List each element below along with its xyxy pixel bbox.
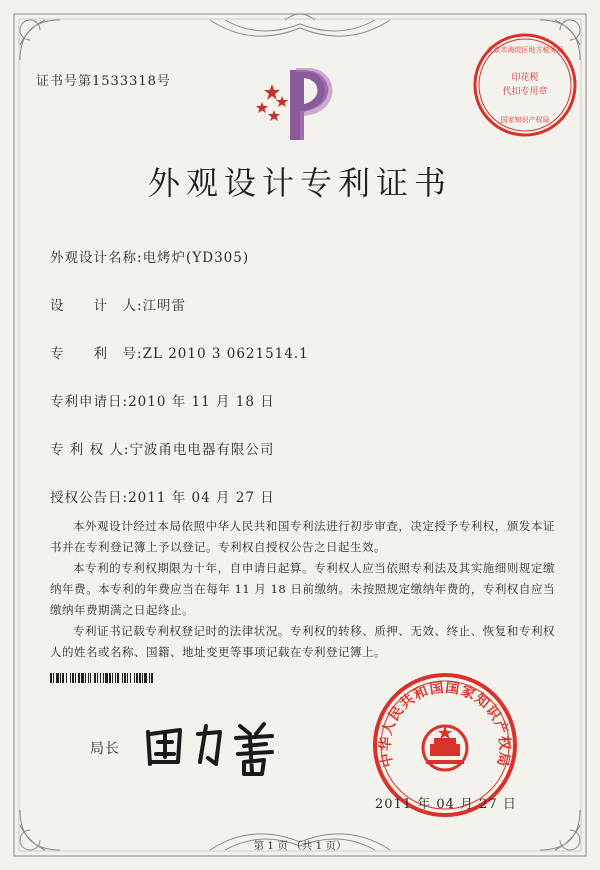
barcode-bar (115, 673, 116, 683)
barcode-bar (56, 673, 59, 683)
patent-number-label: 专 利 号: (50, 346, 143, 362)
grant-date-value: 2011 年 04 月 27 日 (128, 490, 275, 506)
certificate-number: 证书号第1533318号 (36, 74, 171, 89)
barcode-bar (105, 673, 108, 683)
barcode (50, 673, 240, 683)
body-paragraph-2: 本专利的专利权期限为十年，自申请日起算。专利权人应当依照专利法及其实施细则规定缴纳年费。本专利的年费应当在每年 11 月 18 日前缴纳。未按照规定缴纳年费的，专利权自应当缴纳年费期满之日起终止。 (50, 561, 555, 617)
barcode-bar (151, 673, 153, 683)
patentee-value: 宁波甬电电器有限公司 (129, 442, 275, 458)
filing-date-row (50, 390, 275, 410)
barcode-bar (94, 673, 96, 683)
barcode-bar (70, 673, 71, 683)
patent-number-row (50, 342, 309, 362)
barcode-bar (149, 673, 150, 683)
grant-date-row (50, 486, 275, 506)
patent-office-emblem-icon (252, 62, 347, 142)
barcode-bar (90, 673, 91, 683)
design-name-label: 外观设计名称: (50, 250, 143, 266)
designer-label: 设 计 人: (50, 298, 143, 314)
design-name-row (50, 246, 249, 266)
body-paragraph-1: 本外观设计经过本局依照中华人民共和国专利法进行初步审查，决定授予专利权，颁发本证书并在专利登记簿上予以登记。专利权自授权公告之日起生效。 (50, 519, 555, 554)
designer-value: 江明雷 (142, 298, 187, 314)
patent-number-value: ZL 2010 3 0621514.1 (142, 346, 309, 362)
barcode-bar (122, 673, 123, 683)
barcode-bar (100, 673, 101, 683)
patentee-label: 专 利 权 人: (50, 442, 130, 458)
barcode-bar (130, 673, 131, 683)
barcode-bar (85, 673, 86, 683)
tax-stamp-seal (470, 30, 580, 140)
design-name-value: 电烤炉(YD305) (142, 250, 250, 266)
designer-row (50, 294, 186, 314)
barcode-bar (103, 673, 104, 683)
svg-text:代扣专用章: 代扣专用章 (502, 87, 548, 97)
svg-text:国家知识产权局: 国家知识产权局 (500, 116, 550, 124)
barcode-bar (60, 673, 61, 683)
patentee-row (50, 438, 274, 458)
barcode-bar (53, 673, 54, 683)
issue-date: 2011 年 04 月 27 日 (375, 797, 517, 812)
barcode-bar (117, 673, 119, 683)
barcode-bar (144, 673, 147, 683)
filing-date-label: 专利申请日: (50, 394, 129, 410)
certificate-title: 外观设计专利证书 (147, 164, 452, 202)
barcode-bar (62, 673, 64, 683)
barcode-bar (97, 673, 98, 683)
barcode-bar (124, 673, 126, 683)
filing-date-value: 2010 年 11 月 18 日 (128, 394, 275, 410)
seal-text: 中华人民共和国国家知识产权局 (377, 679, 513, 769)
barcode-bar (134, 673, 135, 683)
barcode-bar (136, 673, 138, 683)
barcode-bar (142, 673, 143, 683)
barcode-bar (127, 673, 128, 683)
director-label: 局长 (90, 741, 120, 757)
svg-text:印花税: 印花税 (511, 73, 539, 83)
svg-text:北京市海淀区地方税务局: 北京市海淀区地方税务局 (486, 46, 564, 54)
barcode-bar (78, 673, 80, 683)
barcode-bar (75, 673, 76, 683)
barcode-bar (72, 673, 74, 683)
body-paragraph-3: 专利证书记载专利权登记时的法律状况。专利权的转移、质押、无效、终止、恢复和专利权人的姓名或名称、国籍、地址变更等事项记载在专利登记簿上。 (50, 624, 555, 659)
barcode-bar (66, 673, 67, 683)
certificate-body (50, 516, 555, 663)
barcode-bar (109, 673, 111, 683)
barcode-bar (50, 673, 52, 683)
grant-date-label: 授权公告日: (50, 490, 129, 506)
barcode-bar (81, 673, 84, 683)
barcode-bar (139, 673, 141, 683)
barcode-bar (88, 673, 89, 683)
page-footer: 第 1 页 （共 1 页） (253, 840, 347, 852)
director-signature (140, 712, 290, 782)
barcode-bar (112, 673, 113, 683)
